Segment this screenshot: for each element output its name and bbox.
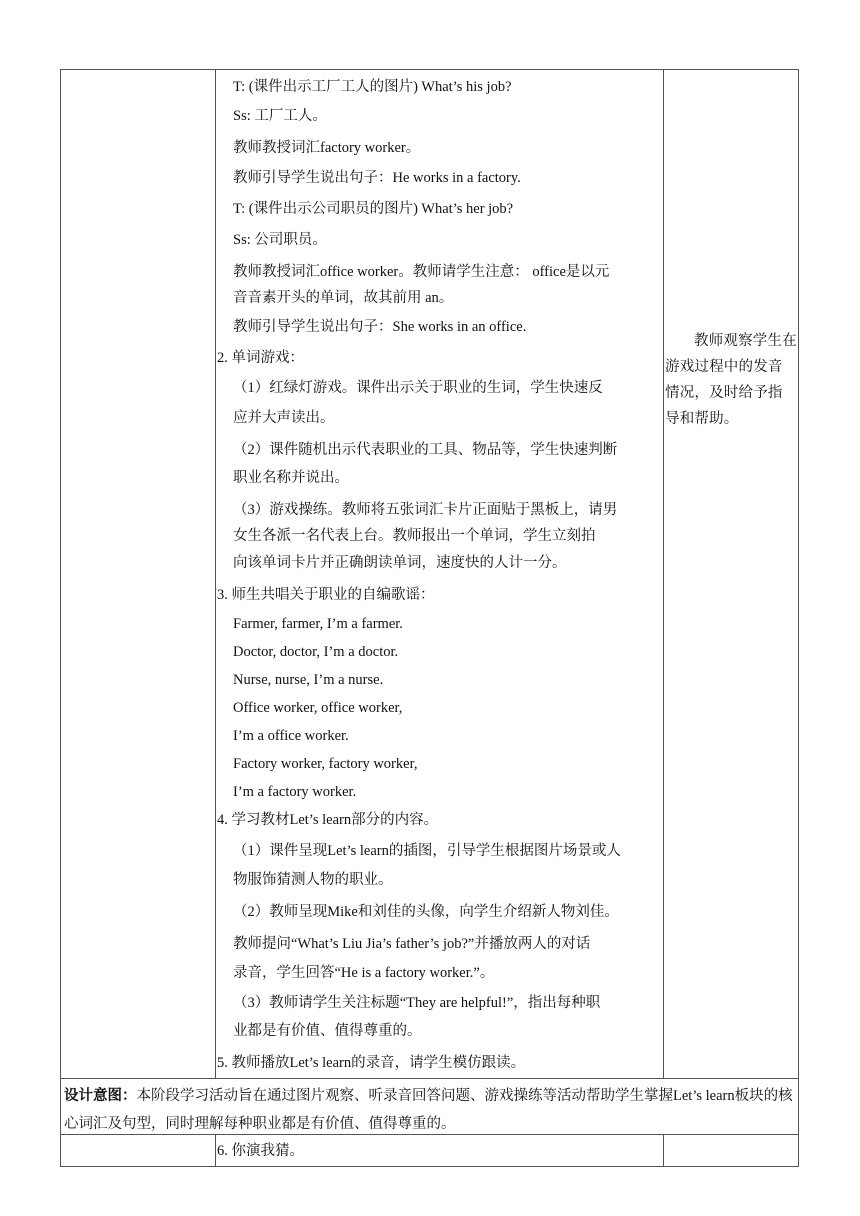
table-left-border [60, 69, 61, 1167]
activity-line: 5. 教师播放Let’s learn的录音，请学生模仿跟读。 [217, 1055, 526, 1071]
activity-line: （3）游戏操练。教师将五张词汇卡片正面贴于黑板上，请男 [233, 502, 618, 518]
activity-line: （2）课件随机出示代表职业的工具、物品等，学生快速判断 [233, 442, 618, 458]
activity-line: 2. 单词游戏： [217, 350, 304, 366]
activity-line: （2）教师呈现Mike和刘佳的头像，向学生介绍新人物刘佳。 [233, 904, 619, 920]
activity-line: 应并大声读出。 [233, 410, 335, 426]
activity-line: T: (课件出示工厂工人的图片) What’s his job? [233, 79, 512, 95]
activity-line: Ss: 工厂工人。 [233, 108, 327, 124]
teacher-observation-note: 教师观察学生在游戏过程中的发音情况，及时给予指导和帮助。 [665, 333, 797, 427]
activity-line: 音音素开头的单词，故其前用 an。 [233, 290, 454, 306]
activity-line: I’m a factory worker. [233, 784, 357, 800]
design-intent-text: 本阶段学习活动旨在通过图片观察、听录音回答问题、游戏操练等活动帮助学生掌握Let’s learn板块的核心词汇及句型，同时理解每种职业都是有价值、值得尊重的。 [64, 1088, 793, 1132]
activity-line: 向该单词卡片并正确朗读单词，速度快的人计一分。 [233, 555, 567, 571]
activity-line: （1）红绿灯游戏。课件出示关于职业的生词，学生快速反 [233, 380, 603, 396]
activity-line: 物服饰猜测人物的职业。 [233, 872, 393, 888]
activity-line: 职业名称并说出。 [233, 470, 349, 486]
column-divider-2 [663, 69, 664, 1079]
design-intent-row [64, 1082, 794, 1138]
activity-line: 教师教授词汇office worker。教师请学生注意： office是以元 [233, 264, 610, 280]
activity-line: Factory worker, factory worker, [233, 756, 418, 772]
design-intent-label: 设计意图： [64, 1088, 137, 1104]
activity-line: 3. 师生共唱关于职业的自编歌谣： [217, 587, 435, 603]
activity-line: 业都是有价值、值得尊重的。 [233, 1023, 422, 1039]
activity-line: 女生各派一名代表上台。教师报出一个单词，学生立刻拍 [233, 528, 596, 544]
next-activity-step: 6. 你演我猜。 [217, 1143, 304, 1159]
table-right-border [798, 69, 799, 1167]
activity-line: Farmer, farmer, I’m a farmer. [233, 616, 403, 632]
activity-line: Nurse, nurse, I’m a nurse. [233, 672, 384, 688]
activity-line: 录音，学生回答“He is a factory worker.”。 [233, 965, 495, 981]
activity-line: Office worker, office worker, [233, 700, 403, 716]
row-divider-design [60, 1078, 799, 1079]
table-top-border [60, 69, 799, 70]
activity-line: Ss: 公司职员。 [233, 232, 327, 248]
activity-line: I’m a office worker. [233, 728, 349, 744]
table-bottom-border [60, 1166, 799, 1167]
activity-line: 教师引导学生说出句子：He works in a factory. [233, 170, 521, 186]
activity-line: 教师引导学生说出句子：She works in an office. [233, 319, 527, 335]
activity-line: （3）教师请学生关注标题“They are helpful!”，指出每种职 [233, 995, 601, 1011]
column-divider-1 [215, 69, 216, 1079]
column-divider-2-lower [663, 1134, 664, 1167]
column-divider-1-lower [215, 1134, 216, 1167]
activity-line: 教师教授词汇factory worker。 [233, 140, 421, 156]
activity-line: T: (课件出示公司职员的图片) What’s her job? [233, 201, 514, 217]
activity-line: 教师提问“What’s Liu Jia’s father’s job?”并播放两人的对话 [233, 936, 591, 952]
activity-line: （1）课件呈现Let’s learn的插图，引导学生根据图片场景或人 [233, 843, 621, 859]
activity-line: 4. 学习教材Let’s learn部分的内容。 [217, 812, 439, 828]
activity-line: Doctor, doctor, I’m a doctor. [233, 644, 399, 660]
